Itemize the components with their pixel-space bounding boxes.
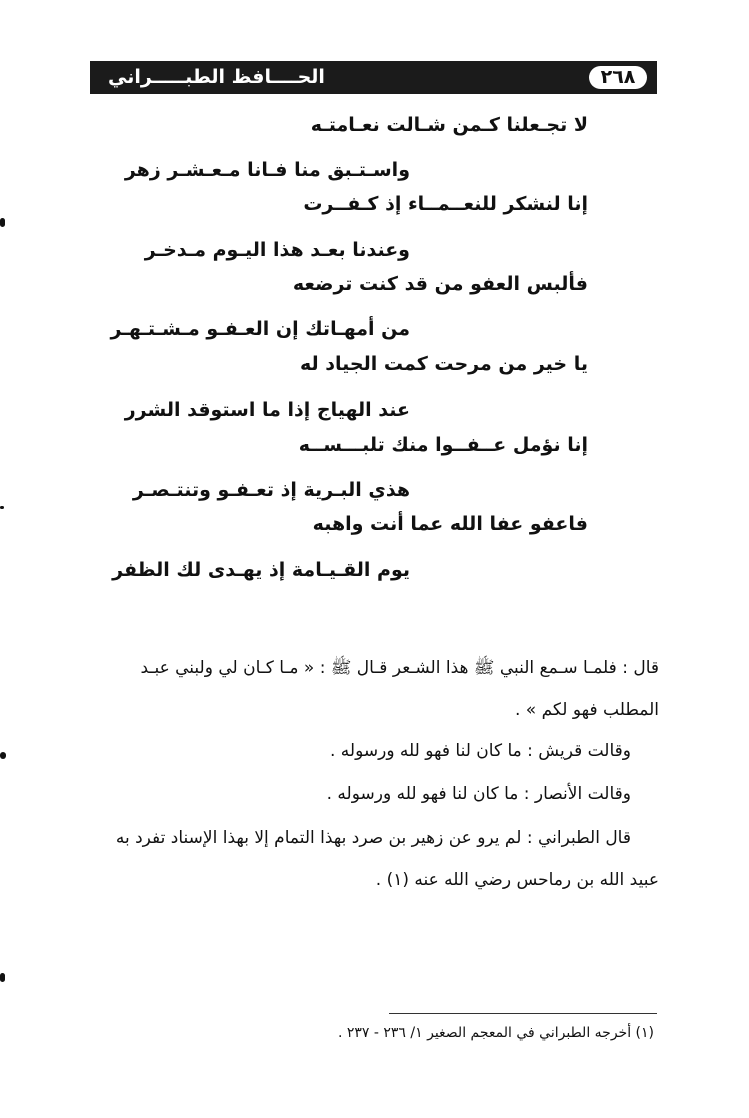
scan-margin-mark <box>0 752 6 759</box>
poem-line: إنا لنشكر للنعــمــاء إذ كـفــرت <box>303 193 588 215</box>
scan-margin-mark <box>0 506 4 509</box>
poem-line: فألبس العفو من قد كنت ترضعه <box>292 273 588 295</box>
scan-margin-mark <box>0 218 5 227</box>
page-number: ٢٦٨ <box>589 66 647 89</box>
poem-line: واسـتـبق منا فـانا مـعـشـر زهر <box>124 159 410 181</box>
poem-line: لا تجـعلنا كـمن شـالت نعـامتـه <box>310 114 588 136</box>
poem-line: من أمهـاتك إن العـفـو مـشـتـهـر <box>110 318 410 340</box>
poem-line: إنا نؤمل عــفــوا منك تلبـــســه <box>298 434 588 456</box>
prose-line: وقالت الأنصار : ما كان لنا فهو لله ورسوله . <box>326 784 631 804</box>
poem-line: عند الهياج إذا ما استوقد الشرر <box>124 399 410 421</box>
poem-line: يا خير من مرحت كمت الجياد له <box>299 353 588 375</box>
poem-line: هذي البـرية إذ تعـفـو وتنتـصـر <box>132 479 410 501</box>
poem-line: فاعفو عفا الله عما أنت واهبه <box>312 513 588 535</box>
prose-line: عبيد الله بن رماحس رضي الله عنه (١) . <box>375 870 659 890</box>
footnote-separator <box>389 1013 657 1014</box>
running-title: الحــــافظ الطبـــــراني <box>108 66 325 88</box>
scan-margin-mark <box>0 973 5 982</box>
prose-line: المطلب فهو لكم » . <box>514 700 659 720</box>
running-header <box>90 61 657 94</box>
prose-line: قال : فلمـا سـمع النبي ﷺ هذا الشـعر قـال ﷺ : « مـا كـان لي ولبني عبـد <box>140 658 659 678</box>
prose-line: وقالت قريش : ما كان لنا فهو لله ورسوله . <box>329 741 631 761</box>
footnote: (١) أخرجه الطبراني في المعجم الصغير ١/ ٢٣٦ - ٢٣٧ . <box>337 1025 654 1041</box>
poem-line: يوم القـيـامة إذ يهـدى لك الظفر <box>112 559 410 581</box>
poem-line: وعندنا بعـد هذا اليـوم مـدخـر <box>144 239 410 261</box>
prose-line: قال الطبراني : لم يرو عن زهير بن صرد بهذا التمام إلا بهذا الإسناد تفرد به <box>115 828 631 848</box>
